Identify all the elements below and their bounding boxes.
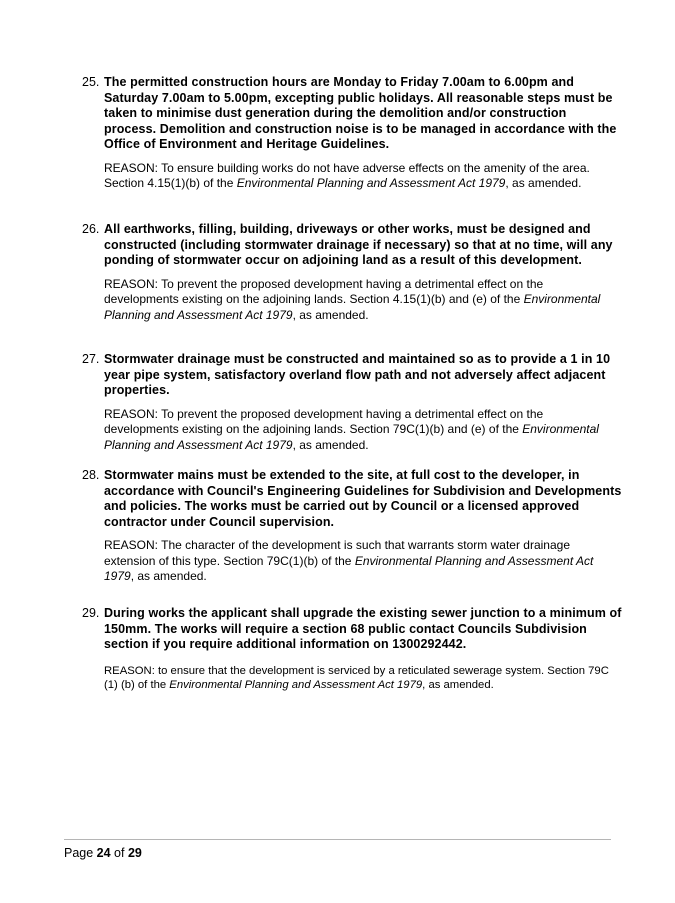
page-total: 29: [127, 846, 142, 860]
reason-act: Environmental Planning and Assessment Act 1979: [236, 176, 506, 190]
reason-suffix: , as amended.: [422, 678, 494, 691]
page-footer: [64, 846, 142, 861]
reason-act: Environmental Planning and Assessment Act 1979: [104, 553, 594, 583]
condition-reason: [104, 407, 614, 454]
condition-25: [82, 75, 622, 192]
condition-reason: [104, 277, 614, 324]
condition-text: Stormwater mains must be extended to the site, at full cost to the developer, in accordance with Council's Engineering Guidelines for Subdivision and Developments and policies. The works must be carried out by Council or a licensed approved contractor under Council supervision.: [104, 468, 622, 529]
condition-number: 28.: [82, 468, 100, 482]
reason-text: REASON: To ensure building works do not have adverse effects on the amenity of the area. Section 4.15(1)(b) of the: [104, 160, 590, 190]
condition-reason: [104, 161, 614, 192]
reason-suffix: , as amended.: [505, 176, 582, 190]
reason-text: REASON: The character of the development is such that warrants storm water drainage extension of this type. Section 79C(1)(b) of the: [104, 538, 570, 568]
reason-suffix: , as amended.: [292, 307, 369, 322]
condition-reason: [104, 538, 614, 585]
condition-number: 27.: [82, 352, 100, 366]
footer-divider: [64, 839, 611, 840]
reason-text: REASON: to ensure that the development is serviced by a reticulated sewerage system. Section 79C (1) (b) of the: [104, 664, 609, 691]
page-current: 24: [96, 846, 111, 860]
page-of: of: [110, 846, 128, 860]
condition-28: [82, 468, 622, 585]
condition-text: All earthworks, filling, building, driveways or other works, must be designed and constructed (including stormwater drainage if necessary) so that at no time, will any ponding of stormwater occur on adjoining land as a result of this development.: [104, 222, 613, 267]
condition-text: Stormwater drainage must be constructed and maintained so as to provide a 1 in 10 year pipe system, satisfactory overland flow path and not adversely affect adjacent properties.: [104, 352, 611, 397]
condition-number: 29.: [82, 606, 100, 620]
reason-suffix: , as amended.: [292, 437, 369, 452]
reason-text: REASON: To prevent the proposed development having a detrimental effect on the developments existing on the adjoining lands. Section 4.15(1)(b) and (e) of the: [104, 276, 544, 306]
reason-act: Environmental Planning and Assessment Act 1979: [169, 678, 423, 691]
reason-suffix: , as amended.: [130, 569, 207, 583]
reason-act: Environmental Planning and Assessment Act 1979: [104, 292, 601, 322]
reason-text: REASON: To prevent the proposed development having a detrimental effect on the developments existing on the adjoining lands. Section 79C(1)(b) and (e) of the: [104, 406, 544, 436]
reason-act: Environmental Planning and Assessment Act 1979: [104, 422, 599, 452]
condition-text: The permitted construction hours are Monday to Friday 7.00am to 6.00pm and Saturday 7.00am to 5.00pm, excepting public holidays. All reasonable steps must be taken to minimise dust generation during the demolition and/or construction process. Demolition and construction noise is to be managed in accordance with the Office of Environment and Heritage Guidelines.: [104, 75, 617, 151]
condition-27: [82, 352, 622, 453]
condition-reason: [104, 664, 614, 692]
condition-text: During works the applicant shall upgrade the existing sewer junction to a minimum of 150mm. The works will require a section 68 public contact Councils Subdivision section if you require additional information on 1300292442.: [104, 606, 622, 651]
page-label: Page: [64, 846, 97, 860]
condition-number: 26.: [82, 222, 100, 236]
condition-29: [82, 606, 622, 692]
condition-26: [82, 222, 622, 323]
condition-number: 25.: [82, 75, 100, 89]
